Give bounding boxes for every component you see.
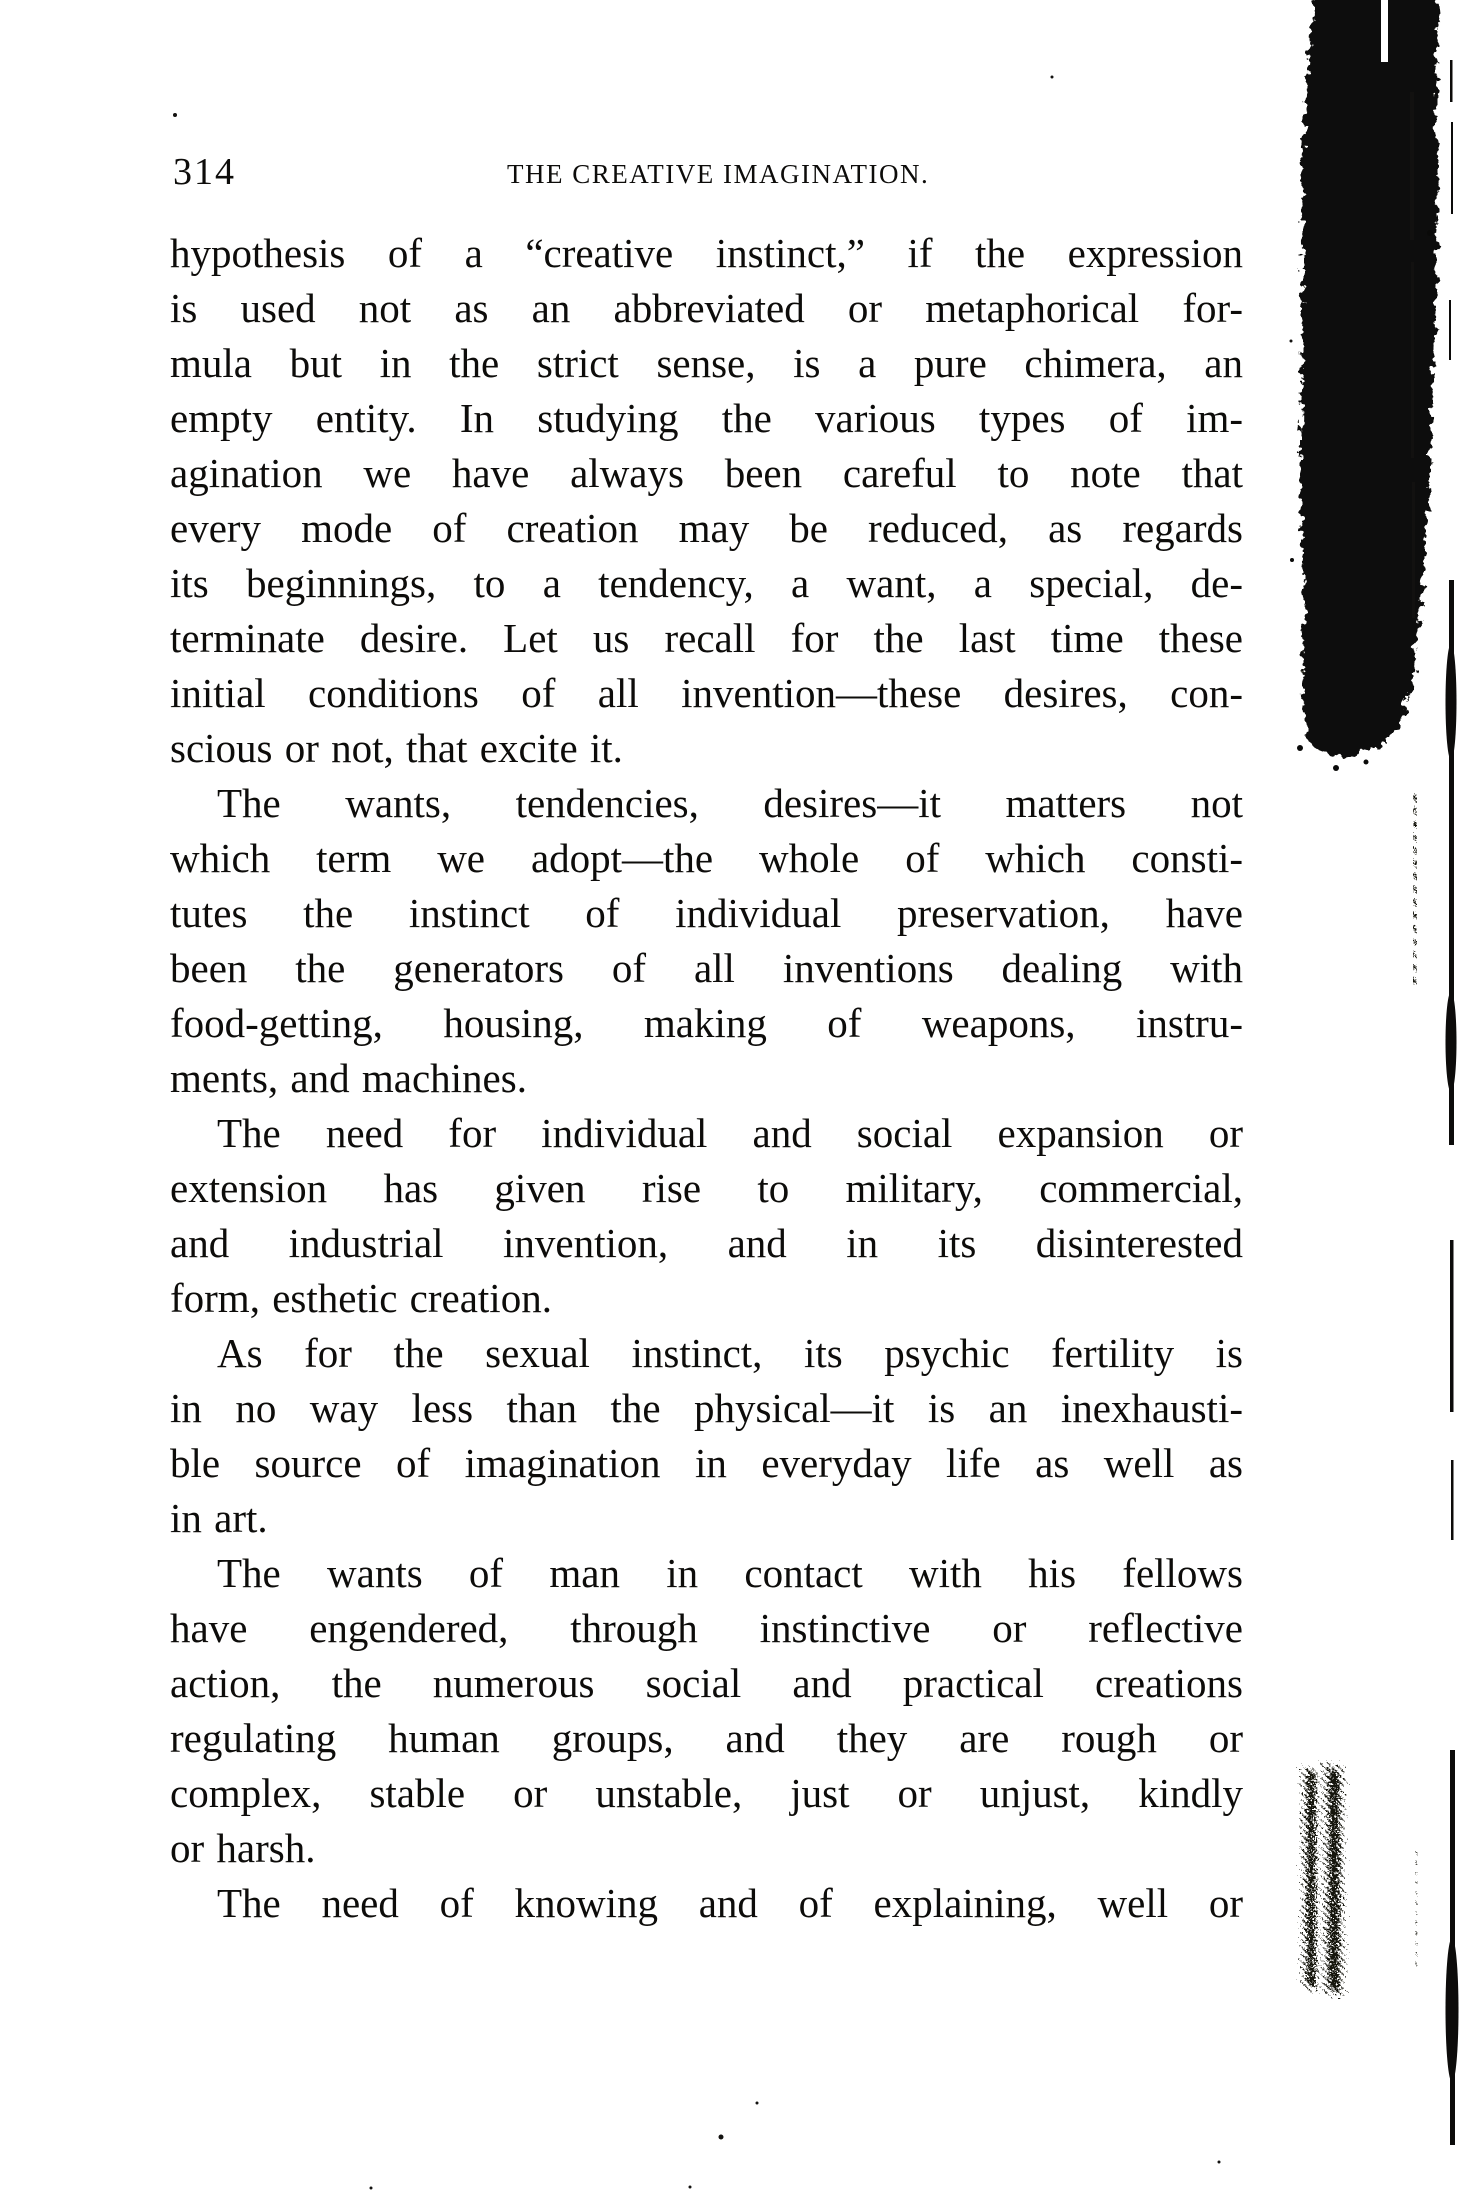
paragraph bbox=[170, 1876, 1243, 1931]
text-line: initial conditions of all invention—these desires, con- bbox=[170, 670, 1243, 716]
text-line: extension has given rise to military, commercial, bbox=[170, 1165, 1243, 1211]
text-line: ments, and machines. bbox=[170, 1055, 527, 1101]
page-number: 314 bbox=[173, 151, 236, 193]
text-line: or harsh. bbox=[170, 1825, 316, 1871]
text-line: agination we have always been careful to note that bbox=[170, 450, 1243, 496]
text-line: food-getting, housing, making of weapons, instru- bbox=[170, 1000, 1243, 1046]
ink-blob bbox=[1290, 0, 1438, 771]
text-line: ble source of imagination in everyday life as well as bbox=[170, 1440, 1243, 1486]
paragraph bbox=[170, 1106, 1243, 1326]
text-line: regulating human groups, and they are rough or bbox=[170, 1715, 1243, 1761]
paragraph bbox=[170, 776, 1243, 1106]
page-body bbox=[170, 226, 1243, 1931]
text-line: hypothesis of a “creative instinct,” if the expression bbox=[170, 230, 1243, 276]
text-line: terminate desire. Let us recall for the last time these bbox=[170, 615, 1243, 661]
text-line: As for the sexual instinct, its psychic fertility is bbox=[217, 1330, 1243, 1376]
text-line: tutes the instinct of individual preservation, have bbox=[170, 890, 1243, 936]
text-line: The need of knowing and of explaining, well or bbox=[217, 1880, 1243, 1926]
text-line: been the generators of all inventions dealing with bbox=[170, 945, 1243, 991]
text-line: complex, stable or unstable, just or unjust, kindly bbox=[170, 1770, 1243, 1816]
text-line: empty entity. In studying the various types of im- bbox=[170, 395, 1243, 441]
paragraph bbox=[170, 1546, 1243, 1876]
text-line: in art. bbox=[170, 1495, 268, 1541]
text-line: which term we adopt—the whole of which consti- bbox=[170, 835, 1243, 881]
text-line: is used not as an abbreviated or metaphorical for- bbox=[170, 285, 1243, 331]
smudge bbox=[1302, 1764, 1417, 1994]
text-line: form, esthetic creation. bbox=[170, 1275, 552, 1321]
text-line: mula but in the strict sense, is a pure chimera, an bbox=[170, 340, 1243, 386]
scan-line-edge bbox=[1446, 60, 1459, 2145]
text-line: every mode of creation may be reduced, as regards bbox=[170, 505, 1243, 551]
text-line: have engendered, through instinctive or reflective bbox=[170, 1605, 1243, 1651]
text-line: action, the numerous social and practical creations bbox=[170, 1660, 1243, 1706]
text-line: its beginnings, to a tendency, a want, a special, de- bbox=[170, 560, 1243, 606]
text-line: The wants of man in contact with his fellows bbox=[217, 1550, 1243, 1596]
text-line: scious or not, that excite it. bbox=[170, 725, 623, 771]
text-line: and industrial invention, and in its disinterested bbox=[170, 1220, 1243, 1266]
text-line: The wants, tendencies, desires—it matters not bbox=[217, 780, 1243, 826]
text-line: The need for individual and social expansion or bbox=[217, 1110, 1243, 1156]
running-head bbox=[0, 150, 1460, 196]
dotted-streak bbox=[1414, 796, 1416, 988]
text-line: in no way less than the physical—it is an inexhausti- bbox=[170, 1385, 1243, 1431]
paragraph bbox=[170, 226, 1243, 776]
paragraph bbox=[170, 1326, 1243, 1546]
running-title: THE CREATIVE IMAGINATION. bbox=[507, 159, 930, 189]
